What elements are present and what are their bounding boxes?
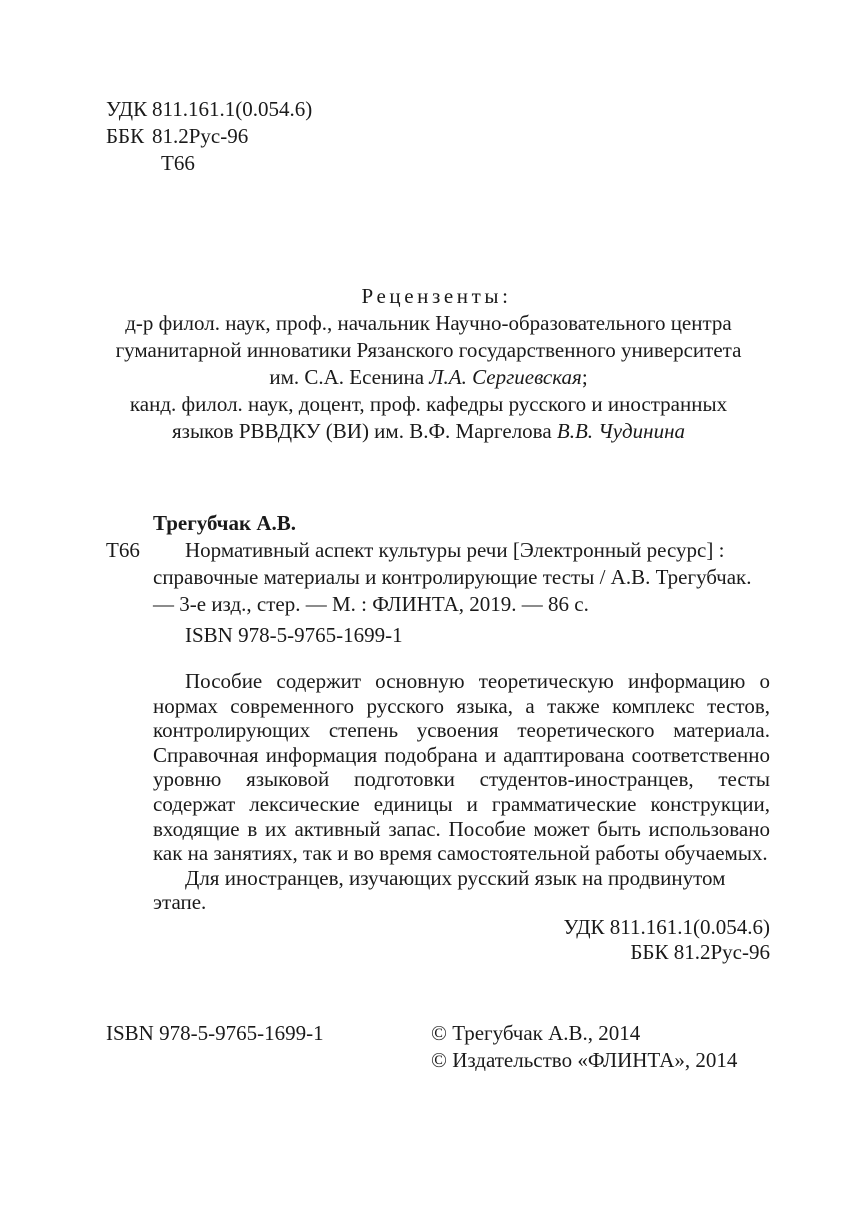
record-line3: — 3-е изд., стер. — М. : ФЛИНТА, 2019. — 86 с. <box>153 592 589 616</box>
reviewers-title: Рецензенты: <box>361 284 512 308</box>
bbk-row <box>106 123 312 150</box>
reviewer1-line3 <box>0 364 857 391</box>
abstract-udc: УДК 811.161.1(0.054.6) <box>563 914 770 939</box>
copyright-publisher: © Издательство «ФЛИНТА», 2014 <box>431 1048 738 1072</box>
reviewer1-line2: гуманитарной инноватики Рязанского государственного университета <box>115 338 742 362</box>
author-mark: Т66 <box>161 151 195 175</box>
udc-key: УДК <box>106 97 148 121</box>
bbk-key: ББК <box>106 124 145 148</box>
reviewer1-name: Л.А. Сергиевская <box>429 365 582 389</box>
reviewer2-line2 <box>0 418 857 445</box>
record-line1: Нормативный аспект культуры речи [Электронный ресурс] : <box>185 538 725 562</box>
record-isbn: ISBN 978-5-9765-1699-1 <box>185 623 403 647</box>
record-description <box>106 537 770 618</box>
footer-isbn: ISBN 978-5-9765-1699-1 <box>106 1021 324 1045</box>
reviewer1-sep: ; <box>581 365 588 389</box>
udc-value: 811.161.1(0.054.6) <box>152 97 313 121</box>
reviewer2-affil: языков РВВДКУ (ВИ) им. В.Ф. Маргелова <box>171 419 557 443</box>
reviewer2-name: В.В. Чудинина <box>556 419 685 443</box>
abstract-para1: Пособие содержит основную теоретическую информацию о нормах современного русского языка, а также комплекс тестов, контролирующих степень усвоения теоретического материала. Справочная информация подобрана и адаптирована соответственно уровню языковой подготовки студентов-иностранцев, тесты содержат лексические единицы и грамматические конструкции, входящие в их активный запас. Пособие может быть использовано как на занятиях, так и во время самостоятельной работы обучаемых. <box>153 669 770 866</box>
reviewer2-line1: канд. филол. наук, доцент, проф. кафедры русского и иностранных <box>129 392 728 416</box>
udc-row <box>106 96 312 123</box>
bibliographic-record <box>106 510 770 964</box>
bbk-value: 81.2Рус-96 <box>152 124 249 148</box>
reviewer1-line1: д-р филол. наук, проф., начальник Научно-образовательного центра <box>125 311 732 335</box>
abstract <box>106 669 770 915</box>
classification-block <box>106 96 312 177</box>
reviewers-block <box>0 283 857 445</box>
copyright-author: © Трегубчак А.В., 2014 <box>431 1021 641 1045</box>
record-code: Т66 <box>106 538 140 562</box>
reviewer1-affil-end: им. С.А. Есенина <box>269 365 430 389</box>
record-author: Трегубчак А.В. <box>153 511 297 535</box>
abstract-codes <box>106 915 770 964</box>
abstract-para2: Для иностранцев, изучающих русский язык на продвинутом этапе. <box>153 865 726 915</box>
record-line2: справочные материалы и контролирующие тесты / А.В. Трегубчак. <box>153 565 752 589</box>
abstract-bbk: ББК 81.2Рус-96 <box>630 939 770 964</box>
footer-copyrights <box>431 1020 737 1074</box>
